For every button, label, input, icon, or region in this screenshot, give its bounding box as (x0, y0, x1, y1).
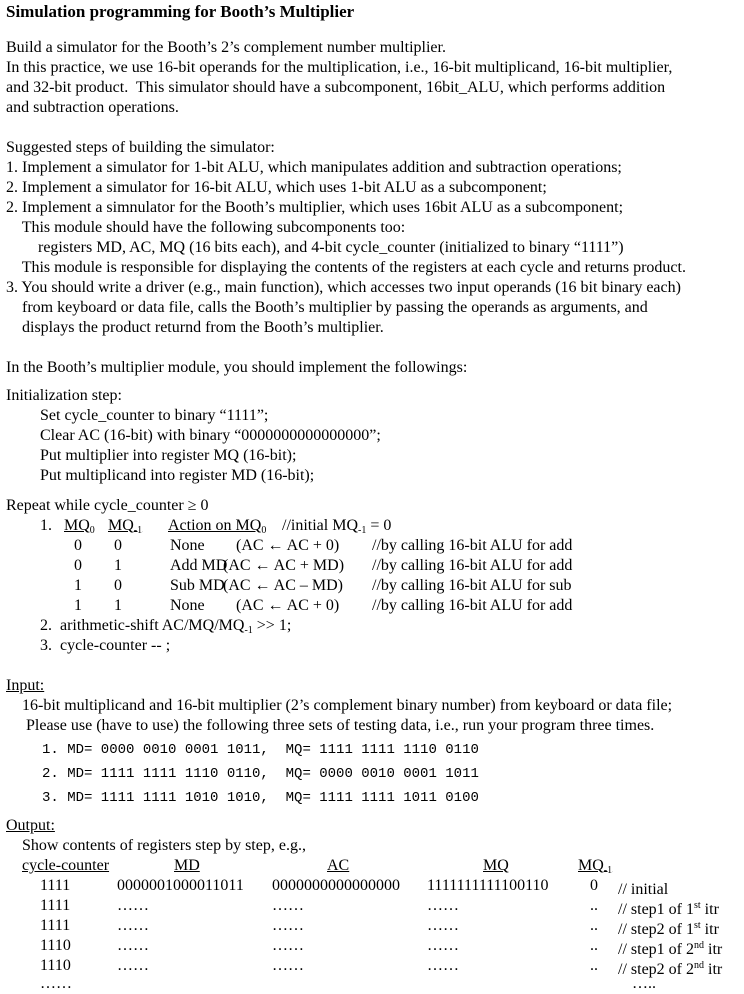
reg-mq-1: .. (590, 937, 598, 954)
booth-mq0: 0 (74, 537, 82, 554)
reg-ac: 0000000000000000 (272, 877, 400, 894)
booth-note: //by calling 16-bit ALU for add (372, 557, 573, 574)
reg-mq-1: 0 (590, 877, 598, 894)
step-line: 2. Implement a simnulator for the Booth’s multiplier, which uses 16bit ALU as a subcomponent; (6, 199, 624, 216)
booth-mq0: 0 (74, 557, 82, 574)
test-data-line: 3. MD= 1111 1111 1010 1010, MQ= 1111 1111 1011 0100 (42, 790, 479, 806)
input-heading: Input: (6, 677, 45, 694)
reg-tail-right: ….. (632, 975, 656, 992)
reg-mq-1: .. (590, 897, 598, 914)
step-line: 2. Implement a simulator for 16-bit ALU, which uses 1-bit ALU as a subcomponent; (6, 179, 547, 196)
reg-header-mq: MQ (483, 857, 509, 874)
reg-ac: …… (272, 957, 304, 974)
input-line: 16-bit multiplicand and 16-bit multiplier (2’s complement binary number) from keyboard or data file; (22, 697, 673, 714)
booth-expr: (AC ← AC – MD) (223, 577, 344, 594)
step-line: from keyboard or data file, calls the Booth’s multiplier by passing the operands as arguments, and (6, 299, 648, 316)
intro-line: and subtraction operations. (6, 99, 179, 116)
reg-mq: …… (427, 917, 459, 934)
intro-line: and 32-bit product. This simulator should have a subcomponent, 16bit_ALU, which performs addition (6, 79, 666, 96)
booth-header-action: Action on $MQ_0$ (168, 517, 267, 536)
test-data-line: 1. MD= 0000 0010 0001 1011, MQ= 1111 1111 1110 0110 (42, 742, 479, 758)
booth-action: Sub MD (170, 577, 225, 594)
intro-line: In this practice, we use 16-bit operands for the multiplication, i.e., 16-bit multiplicand, 16-bit multiplier, (6, 59, 673, 76)
booth-action: None (170, 537, 205, 554)
reg-comment: // step1 of 2nd itr (618, 940, 723, 958)
booth-action: Add MD (170, 557, 228, 574)
reg-tail-left: …… (40, 975, 72, 992)
test-data-line: 2. MD= 1111 1111 1110 0110, MQ= 0000 0010 0001 1011 (42, 766, 479, 782)
output-line: Show contents of registers step by step, e.g., (22, 837, 306, 854)
booth-note: //by calling 16-bit ALU for sub (372, 577, 572, 594)
reg-md: …… (117, 937, 149, 954)
reg-comment: // step2 of 1st itr (618, 920, 719, 938)
reg-mq: …… (427, 957, 459, 974)
booth-mq0: 1 (74, 597, 82, 614)
reg-md: …… (117, 957, 149, 974)
repeat-heading: Repeat while cycle_counter ≥ 0 (6, 497, 209, 514)
step-line: This module is responsible for displaying the contents of the registers at each cycle and returns product. (6, 259, 686, 276)
booth-note: //by calling 16-bit ALU for add (372, 537, 573, 554)
booth-expr: (AC ← AC + MD) (223, 557, 345, 574)
booth-mq0: 1 (74, 577, 82, 594)
reg-ac: …… (272, 917, 304, 934)
booth-mq-1: 1 (114, 557, 122, 574)
booth-step-number: 1. (40, 517, 52, 534)
repeat-step-2: 2. arithmetic-shift $AC/MQ/MQ_{-1} >> 1$; (40, 617, 292, 636)
reg-comment: // step1 of 1st itr (618, 900, 719, 918)
booth-action: None (170, 597, 205, 614)
booth-header-note: //initial $MQ_{-1} = 0$ (282, 517, 392, 536)
steps-heading: Suggested steps of building the simulator: (6, 139, 275, 156)
step-line: 3. You should write a driver (e.g., main function), which accesses two input operands (16 bit binary each) (6, 279, 681, 296)
booth-mq-1: 1 (114, 597, 122, 614)
init-step: Put multiplicand into register MD (16-bit); (40, 467, 315, 484)
step-line: registers MD, AC, MQ (16 bits each), and 4-bit cycle_counter (initialized to binary “1111”) (6, 239, 624, 256)
booth-header-mq0: $MQ_0$ (64, 517, 95, 536)
reg-md: …… (117, 917, 149, 934)
reg-mq: 1111111111100110 (427, 877, 549, 894)
repeat-step-3: 3. cycle-counter -- ; (40, 637, 171, 654)
reg-comment: // step2 of 2nd itr (618, 960, 723, 978)
reg-ac: …… (272, 937, 304, 954)
reg-cycle-counter: 1111 (40, 897, 71, 914)
booth-mq-1: 0 (114, 577, 122, 594)
reg-cycle-counter: 1111 (40, 917, 71, 934)
booth-expr: (AC ← AC + 0) (236, 597, 340, 614)
reg-mq-1: .. (590, 957, 598, 974)
reg-cycle-counter: 1110 (40, 957, 71, 974)
page-title: Simulation programming for Booth’s Multiplier (6, 2, 355, 21)
init-step: Clear AC (16-bit) with binary “0000000000000000”; (40, 427, 381, 444)
reg-comment: // initial (618, 881, 669, 898)
init-step: Put multiplier into register MQ (16-bit); (40, 447, 297, 464)
reg-mq: …… (427, 897, 459, 914)
input-line: Please use (have to use) the following three sets of testing data, i.e., run your program three times. (22, 717, 655, 734)
booth-expr: (AC ← AC + 0) (236, 537, 340, 554)
reg-md: 0000001000011011 (117, 877, 244, 894)
intro-line: Build a simulator for the Booth’s 2’s complement number multiplier. (6, 39, 446, 56)
reg-mq-1: .. (590, 917, 598, 934)
step-line: This module should have the following subcomponents too: (6, 219, 406, 236)
reg-header-ac: AC (327, 857, 350, 874)
reg-cycle-counter: 1111 (40, 877, 71, 894)
reg-mq: …… (427, 937, 459, 954)
reg-ac: …… (272, 897, 304, 914)
reg-header-md: MD (174, 857, 200, 874)
booth-note: //by calling 16-bit ALU for add (372, 597, 573, 614)
booth-mq-1: 0 (114, 537, 122, 554)
reg-md: …… (117, 897, 149, 914)
step-line: 1. Implement a simulator for 1-bit ALU, which manipulates addition and subtraction operations; (6, 159, 622, 176)
init-heading: Initialization step: (6, 387, 122, 404)
step-line: displays the product returnd from the Booth’s multiplier. (6, 319, 384, 336)
reg-cycle-counter: 1110 (40, 937, 71, 954)
init-step: Set cycle_counter to binary “1111”; (40, 407, 269, 424)
output-heading: Output: (6, 817, 55, 834)
booth-header-mq-1: $MQ_{-1}$ (108, 517, 143, 536)
module-intro: In the Booth’s multiplier module, you should implement the followings: (6, 359, 468, 376)
reg-header-mq-1: $MQ_{-1}$ (578, 857, 613, 876)
reg-header-cycle-counter: cycle-counter (22, 857, 110, 874)
